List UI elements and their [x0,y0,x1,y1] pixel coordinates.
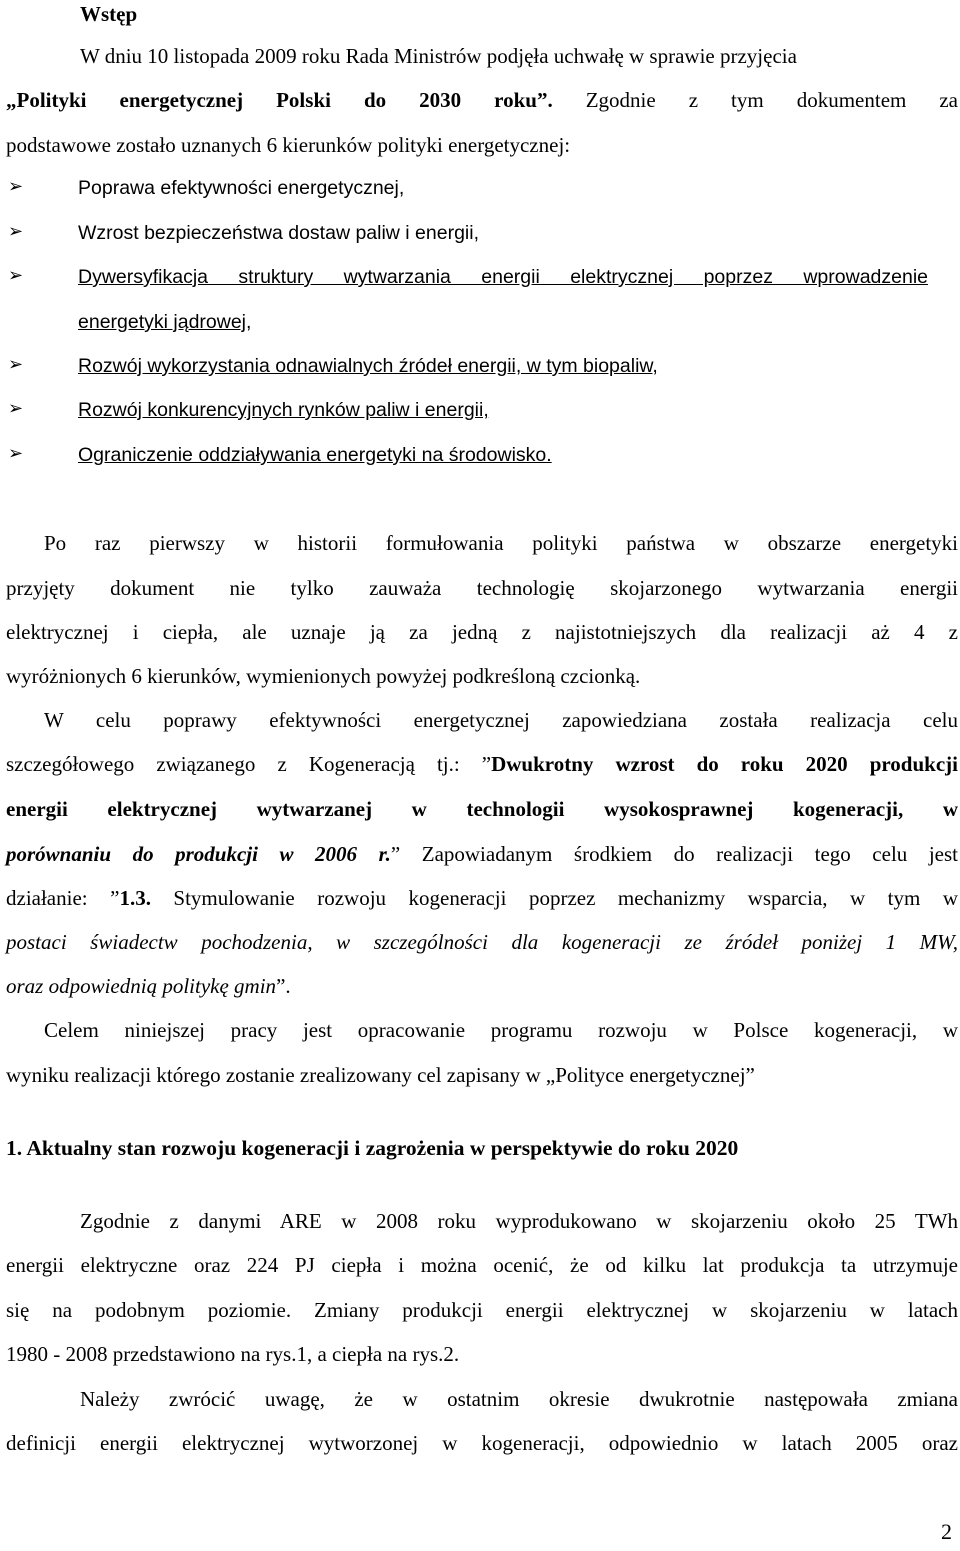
policy-title: „Polityki energetycznej Polski do 2030 roku”. [6,88,553,112]
intro-line-3: podstawowe zostało uznanych 6 kierunków polityki energetycznej: [6,133,571,157]
p2-goal-bold-italic: porównaniu do produkcji w 2006 r. [6,842,391,866]
p2-line-6 [6,928,958,956]
p2-line-4-rest: ” Zapowiadanym środkiem do realizacji tego celu jest [390,842,958,866]
p2-line-1: W celu poprawy efektywności energetycznej zapowiedziana została realizacja celu [44,708,958,732]
p2-line-7 [6,972,958,1000]
bullet-6: Ograniczenie oddziaływania energetyki na środowisko. [78,444,552,466]
p5-line-2: definicji energii elektrycznej wytworzonej w kogeneracji, odpowiednio w latach 2005 oraz [6,1431,958,1455]
p2-line-4 [6,840,958,868]
p4-line-1: Zgodnie z danymi ARE w 2008 roku wyprodukowano w skojarzeniu około 25 TWh [80,1209,958,1233]
section-heading-1-text: 1. Aktualny stan rozwoju kogeneracji i zagrożenia w perspektywie do roku 2020 [6,1136,739,1160]
bullet-2: Wzrost bezpieczeństwa dostaw paliw i energii, [78,222,480,244]
p2-line-3 [6,795,958,823]
p4-line-2: energii elektryczne oraz 224 PJ ciepła i można ocenić, że od kilku lat produkcja ta utrzymuje [6,1253,958,1277]
arrow-bullet-icon: ➢ [8,398,24,418]
p4-line-4: 1980 - 2008 przedstawiono na rys.1, a ciepła na rys.2. [6,1342,460,1366]
p2-line-5-rest: Stymulowanie rozwoju kogeneracji poprzez mechanizmy wsparcia, w tym w [150,886,958,910]
p2-line-2-start: szczegółowego związanego z Kogeneracją tj.: ” [6,752,492,776]
p2-goal-bold-2: energii elektrycznej wytwarzanej w technologii wysokosprawnej kogeneracji, w [6,797,958,821]
arrow-bullet-icon: ➢ [8,221,24,241]
p3-line-1: Celem niniejszej pracy jest opracowanie programu rozwoju w Polsce kogeneracji, w [44,1018,958,1042]
p1-line-3: elektrycznej i ciepła, ale uznaje ją za jedną z najistotniejszych dla realizacji aż 4 z [6,620,958,644]
action-number: 1.3. [119,886,151,910]
p1-line-2: przyjęty dokument nie tylko zauważa technologię skojarzonego wytwarzania energii [6,576,958,600]
heading-intro-text: Wstęp [80,2,138,26]
bullet-1: Poprawa efektywności energetycznej, [78,177,405,199]
p2-line-6-italic: postaci świadectw pochodzenia, w szczególności dla kogeneracji ze źródeł poniżej 1 MW, [6,930,958,954]
p2-line-7-italic: oraz odpowiednią politykę gmin [6,974,277,998]
p3-line-2: wyniku realizacji którego zostanie zrealizowany cel zapisany w „Polityce energetycznej” [6,1063,755,1087]
bullet-5: Rozwój konkurencyjnych rynków paliw i energii, [78,399,489,421]
p2-line-2 [6,750,958,778]
intro-line-2 [6,86,958,114]
p1-line-4: wyróżnionych 6 kierunków, wymienionych powyżej podkreśloną czcionką. [6,664,641,688]
bullet-3: Dywersyfikacja struktury wytwarzania energii elektrycznej poprzez wprowadzenie [78,266,928,288]
section-heading-1 [6,1134,958,1162]
p2-line-7-rest: ”. [276,974,291,998]
bullet-4: Rozwój wykorzystania odnawialnych źródeł energii, w tym biopaliw, [78,355,658,377]
p2-line-5-start: działanie: ” [6,886,120,910]
arrow-bullet-icon: ➢ [8,265,24,285]
page-number: 2 [941,1519,952,1544]
p5-line-1: Należy zwrócić uwagę, że w ostatnim okresie dwukrotnie następowała zmiana [80,1387,958,1411]
arrow-bullet-icon: ➢ [8,176,24,196]
p4-line-3: się na podobnym poziomie. Zmiany produkcji energii elektrycznej w skojarzeniu w latach [6,1298,958,1322]
p2-goal-bold: Dwukrotny wzrost do roku 2020 produkcji [491,752,958,776]
heading-intro [80,0,960,28]
intro-line-1: W dniu 10 listopada 2009 roku Rada Ministrów podjęła uchwałę w sprawie przyjęcia [80,44,797,68]
p1-line-1: Po raz pierwszy w historii formułowania polityki państwa w obszarze energetyki [44,531,958,555]
p2-line-5 [6,884,958,912]
bullet-3-continued: energetyki jądrowej, [78,311,252,333]
arrow-bullet-icon: ➢ [8,354,24,374]
intro-line-2-rest: Zgodnie z tym dokumentem za [552,88,958,112]
arrow-bullet-icon: ➢ [8,443,24,463]
